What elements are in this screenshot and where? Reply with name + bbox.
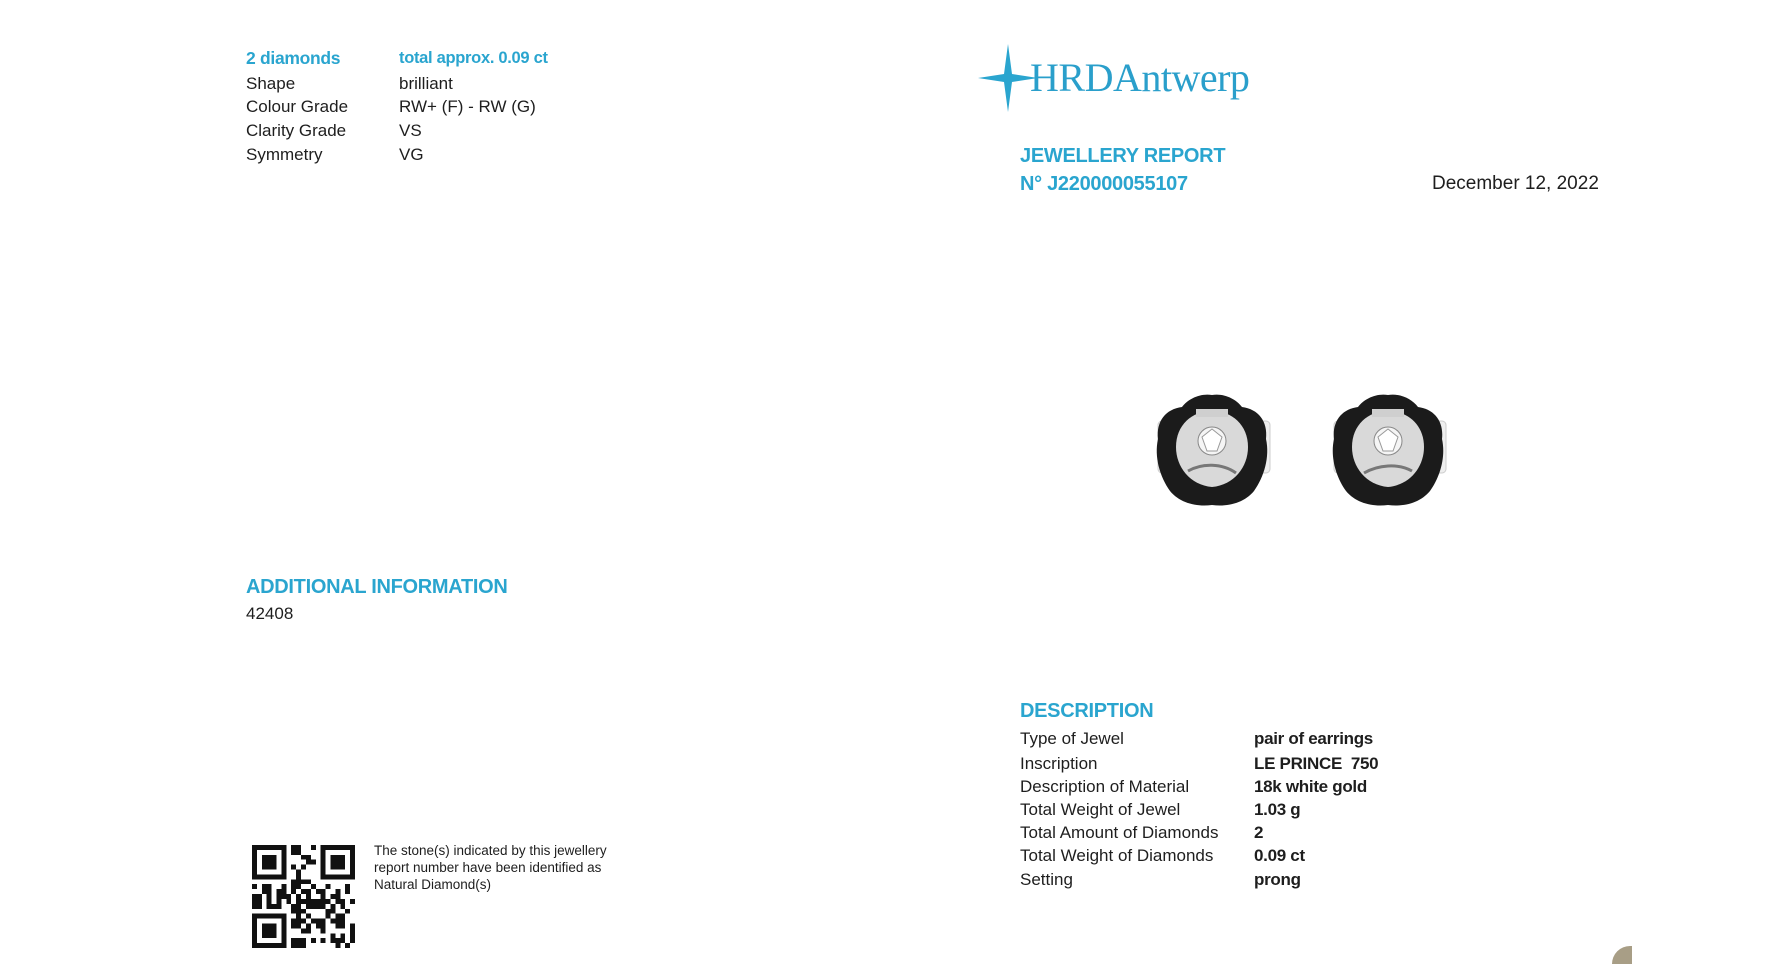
shape-label: Shape [246, 74, 296, 93]
diamond-amount-label: Total Amount of Diamonds [1020, 823, 1219, 842]
material-value: 18k white gold [1254, 777, 1367, 796]
material-label: Description of Material [1020, 777, 1190, 796]
diamond-amount-value: 2 [1254, 823, 1264, 842]
type-of-jewel-label: Type of Jewel [1020, 729, 1124, 748]
corner-mark [1612, 946, 1632, 964]
diamonds-count: 2 diamonds [246, 48, 341, 68]
report-number: N° J220000055107 [1020, 173, 1188, 195]
hrd-logo [978, 44, 1278, 112]
jewel-weight-value: 1.03 g [1254, 800, 1301, 819]
setting-label: Setting [1020, 870, 1073, 889]
diamond-weight-label: Total Weight of Diamonds [1020, 846, 1214, 865]
diamonds-total: total approx. 0.09 ct [399, 49, 548, 67]
shape-value: brilliant [399, 74, 453, 93]
jewel-weight-label: Total Weight of Jewel [1020, 800, 1181, 819]
clarity-grade-value: VS [399, 121, 422, 140]
earrings-photo [1150, 385, 1470, 510]
earring-left [1157, 395, 1270, 506]
colour-grade-label: Colour Grade [246, 97, 349, 116]
additional-info-heading: ADDITIONAL INFORMATION [246, 576, 508, 598]
setting-value: prong [1254, 870, 1301, 889]
diamond-weight-value: 0.09 ct [1254, 846, 1305, 865]
four-point-star-icon [978, 44, 1038, 112]
symmetry-label: Symmetry [246, 145, 323, 164]
description-heading: DESCRIPTION [1020, 700, 1154, 722]
symmetry-value: VG [399, 145, 424, 164]
clarity-grade-label: Clarity Grade [246, 121, 347, 140]
qr-note: The stone(s) indicated by this jewellery report number have been identified as Natural Diamond(s) [374, 843, 607, 892]
inscription-value: LE PRINCE 750 [1254, 754, 1379, 773]
colour-grade-value: RW+ (F) - RW (G) [399, 97, 536, 116]
type-of-jewel-value: pair of earrings [1254, 729, 1373, 748]
additional-info-value: 42408 [246, 604, 294, 623]
logo-text: HRDAntwerp [1030, 55, 1250, 100]
report-date: December 12, 2022 [1432, 173, 1599, 194]
earring-right [1333, 395, 1446, 506]
inscription-label: Inscription [1020, 754, 1098, 773]
qr-code-icon [252, 845, 355, 948]
report-title: JEWELLERY REPORT [1020, 145, 1226, 167]
